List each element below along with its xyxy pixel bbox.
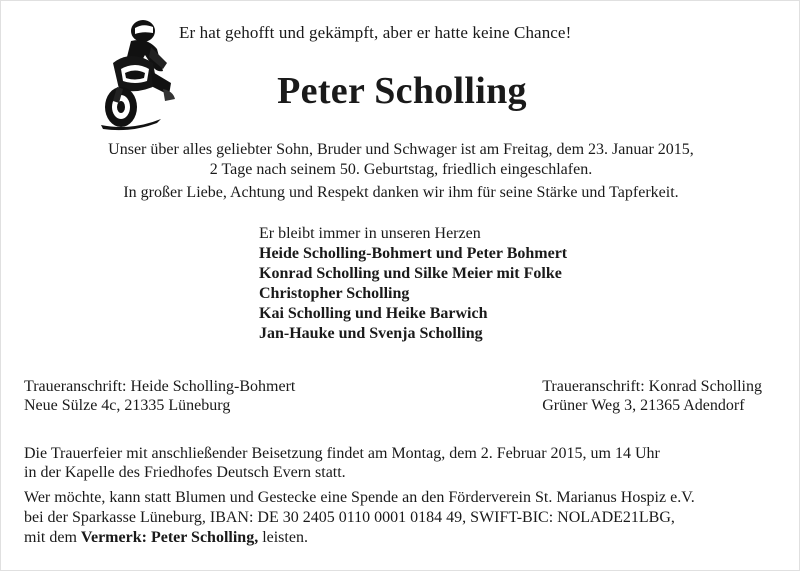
family-list [259,224,567,344]
donation-suffix: leisten. [258,529,308,546]
donation-line [24,528,695,548]
address-line: Traueranschrift: Konrad Scholling [542,378,762,395]
donation-reference: Vermerk: Peter Scholling, [80,529,259,546]
mourning-address-right [542,377,762,415]
ceremony-line: Die Trauerfeier mit anschließender Beisetzung findet am Montag, dem 2. Februar 2015, um 14 Uhr [24,445,660,462]
family-member: Kai Scholling und Heike Barwich [259,305,488,322]
mourning-address-left [24,377,295,415]
address-line: Traueranschrift: Heide Scholling-Bohmert [24,378,296,395]
family-member: Jan-Hauke und Svenja Scholling [259,325,483,342]
thanks-text: In großer Liebe, Achtung und Respekt danken wir ihm für seine Stärke und Tapferkeit. [123,184,679,201]
address-line: Neue Sülze 4c, 21335 Lüneburg [24,397,231,414]
family-member: Christopher Scholling [259,285,410,302]
address-line: Grüner Weg 3, 21365 Adendorf [542,397,745,414]
announcement-line: 2 Tage nach seinem 50. Geburtstag, friedlich eingeschlafen. [209,161,593,178]
donation-line: Wer möchte, kann statt Blumen und Gestecke eine Spende an den Förderverein St. Marianus Hospiz e.V. [24,489,695,506]
donation-line: bei der Sparkasse Lüneburg, IBAN: DE 30 2405 0110 0001 0184 49, SWIFT-BIC: NOLADE21LBG, [24,509,675,526]
death-announcement [1,140,800,180]
deceased-name [1,69,800,113]
donation-prefix: mit dem [24,529,81,546]
ceremony-line: in der Kapelle des Friedhofes Deutsch Evern statt. [24,464,346,481]
family-intro: Er bleibt immer in unseren Herzen [259,225,481,242]
funeral-ceremony-info [24,444,660,482]
family-member: Konrad Scholling und Silke Meier mit Folke [259,265,562,282]
donation-info [24,488,695,548]
motto: Er hat gehofft und gekämpft, aber er hatte keine Chance! [179,23,572,42]
announcement-line: Unser über alles geliebter Sohn, Bruder und Schwager ist am Freitag, dem 23. Januar 2015, [108,141,694,158]
family-member: Heide Scholling-Bohmert und Peter Bohmert [259,245,568,262]
deceased-name-text: Peter Scholling [277,70,527,112]
